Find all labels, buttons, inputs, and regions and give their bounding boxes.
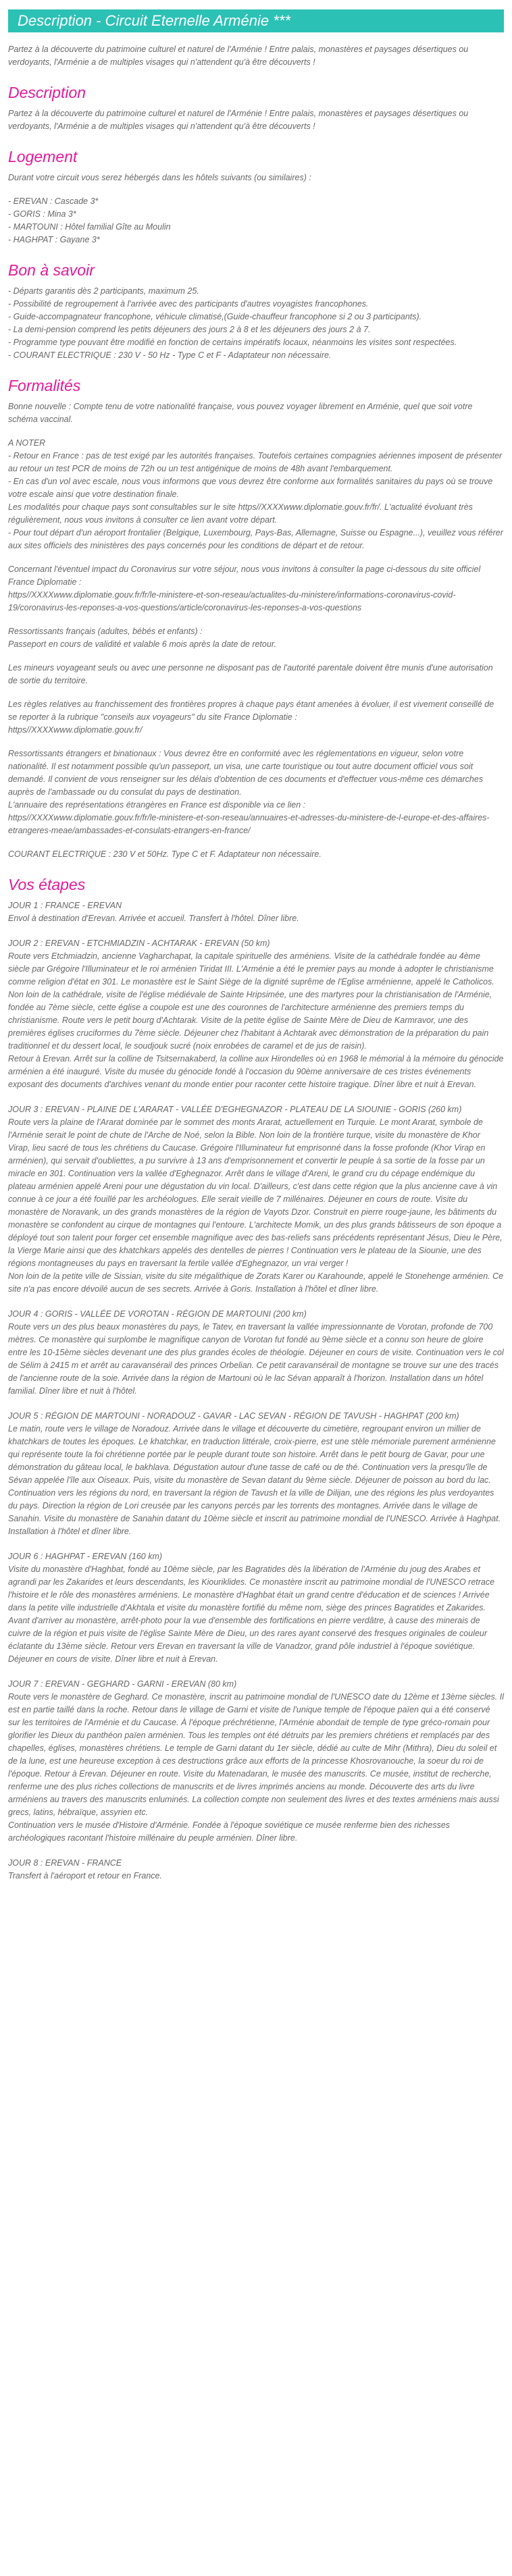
intro-text: Partez à la découverte du patrimoine culturel et naturel de l'Arménie ! Entre palais, monastères et paysages désertiques ou verdoyants, l'Arménie a de multiples visages qui n'attendent qu'à être découverts ! [8, 45, 469, 67]
formalites-paragraph: A NOTER - Retour en France : pas de test exigé par les autorités françaises. Toutefois certaines compagnies aériennes imposent de présenter au retour un test PCR de moins de 72h ou un test antigénique de moins de 48h avant l'embarquement. - En cas d'un vol avec escale, nous vous informons que vous devrez être conforme aux formalités sanitaires du pays où se trouve votre escale ainsi que votre destination finale. Les modalités pour chaque pays sont consultables sur le site https//XXXXwww.diplomatie.gouv.fr/fr/. L'actualité évoluant très régulièrement, nous vous invitons à consulter ce lien avant votre départ. - Pour tout départ d'un aéroport frontalier (Belgique, Luxembourg, Pays-Bas, Allemagne, Suisse ou Espagne...), veuillez vous référer aux sites officiels des ministères des pays concernés pour les conditions de départ et de retour. [8, 438, 503, 550]
formalites-paragraph: Ressortissants étrangers et binationaux : Vous devrez être en conformité avec les réglementations en vigueur, selon votre nationalité. Il est notamment possible qu'un passeport, un visa, une carte touristique ou tout autre document officiel vous soit demandé. Il convient de vous renseigner sur les délais d'obtention de ces documents et d'effectuer vous-même ces démarches auprès de l'ambassade ou du consulat du pays de destination. L'annuaire des représentations étrangères en France est disponible via ce lien : https//XXXXwww.diplomatie.gouv.fr/fr/le-ministere-et-son-reseau/annuaires-et-adresses-du-ministere-de-l-europe-et-des-affaires-etrangeres-meae/ambassades-et-consulats-etrangers-en-france/ [8, 749, 490, 835]
bon-a-savoir-text: - Départs garantis dès 2 participants, maximum 25. - Possibilité de regroupement à l'arrivée avec des participants d'autres voyagistes francophones. - Guide-accompagnateur francophone, véhicule climatisé,(Guide-chauffeur francophone si 2 ou 3 participants). - La demi-pension comprend les petits déjeuners des jours 2 à 8 et les déjeuners des jours 2 à 7. - Programme type pouvant être modifié en fonction de certains impératifs locaux, néanmoins les visites sont respectées. - COURANT ELECTRIQUE : 230 V - 50 Hz - Type C et F - Adaptateur non nécessaire. [8, 286, 457, 360]
logement-text: Durant votre circuit vous serez hébergés dans les hôtels suivants (ou similaires) : [8, 173, 311, 182]
day-title: JOUR 8 : EREVAN - FRANCE [8, 1858, 122, 1868]
formalites-paragraph: Bonne nouvelle : Compte tenu de votre nationalité française, vous pouvez voyager librement en Arménie, quel que soit votre schéma vaccinal. [8, 402, 473, 424]
description-text: Partez à la découverte du patrimoine culturel et naturel de l'Arménie ! Entre palais, monastères et paysages désertiques ou verdoyants, l'Arménie a de multiples visages qui n'attendent qu'à être découverts ! [8, 109, 469, 131]
formalites-paragraph: Les règles relatives au franchissement des frontières propres à chaque pays étant amenées à évoluer, il est vivement conseillé de se reporter à la rubrique "conseils aux voyageurs" du site France Diplomatie : https//XXXXwww.diplomatie.gouv.fr/ [8, 700, 494, 735]
day-description: Visite du monastère d'Haghbat, fondé au 10ème siècle, par les Bagratides dès la libération de l'Arménie du joug des Arabes et agrandi par les Zakarides et leurs descendants, les Kiouriklides. Ce monastère inscrit au patrimoine mondial de l'UNESCO retrace l'histoire et le rôle des monastères arméniens. Le monastère d'Haghbat était un grand centre d'éducation et de sciences ! Arrivée dans la petite ville industrielle d'Akhtala et visite du monastère fortifié du même nom, siège des princes Bagratides et Zakarides. Avant d'arriver au monastère, arrêt-photo pour la vue d'ensemble des fortifications en pierre verdâtre, à cause des minerais de cuivre de la région et puis visite de l'église Sainte Mère de Dieu, un des rares ayant conservé des fresques originales de couleur éclatante du 13ème siècle. Retour vers Erevan en traversant la ville de Vanadzor, grand pôle industriel à l'époque soviétique. Déjeuner en cours de visite. Dîner libre et nuit à Erevan. [8, 1565, 495, 1664]
page-title-banner: Description - Circuit Eternelle Arménie *** [8, 9, 504, 32]
formalites-paragraph: Concernant l'éventuel impact du Coronavirus sur votre séjour, nous vous invitons à consulter la page ci-dessous du site officiel France Diplomatie : https//XXXXwww.diplomatie.gouv.fr/fr/le-ministere-et-son-reseau/actualites-du-ministere/informations-coronavirus-covid-19/coronavirus-les-reponses-a-vos-questions/article/coronavirus-les-reponses-a-vos-questions [8, 564, 481, 612]
formalites-paragraph: Les mineurs voyageant seuls ou avec une personne ne disposant pas de l'autorité parentale doivent être munis d'une autorisation de sortie du territoire. [8, 663, 493, 685]
section-title-formalites: Formalités [8, 377, 81, 394]
logement-hotel-list: - EREVAN : Cascade 3* - GORIS : Mina 3* - MARTOUNI : Hôtel familial Gîte au Moulin - HAGHPAT : Gayane 3* [8, 196, 171, 244]
day-title: JOUR 5 : RÉGION DE MARTOUNI - NORADOUZ - GAVAR - LAC SEVAN - RÉGION DE TAVUSH - HAGHPAT (200 km) [8, 1411, 459, 1421]
formalites-paragraph: COURANT ELECTRIQUE : 230 V et 50Hz. Type C et F. Adaptateur non nécessaire. [8, 849, 322, 859]
day-description: Le matin, route vers le village de Noradouz. Arrivée dans le village et découverte du cimetière, regroupant environ un millier de khatchkars de toutes les époques. Le khatchkar, en traduction littérale, croix-pierre, est une stèle mémoriale purement arménienne qui représente toute la foi chrétienne portée par le peuple durant toute son histoire. Arrêt dans le petit bourg de Gavar, pour une démonstration du gâteau local, le bakhlava. Dégustation autour d'une tasse de café ou de thé. Continuation vers la presqu'île de Sévan appelée l'île aux Oiseaux. Puis, visite du monastère de Sevan datant du 9ème siècle. Déjeuner de poisson au bord du lac. Continuation vers les régions du nord, en traversant la région de Tavush et la ville de Dilijan, une des régions les plus verdoyantes du pays. Direction la région de Lori creusée par les canyons percés par les torrents des montagnes. Arrivée dans le village de Sanahin. Visite du monastère de Sanahin datant du 10ème siècle et inscrit au patrimoine mondial de l'UNESCO. Arrivée à Haghpat. Installation à l'hôtel et dîner libre. [8, 1424, 501, 1536]
day-title: JOUR 3 : EREVAN - PLAINE DE L'ARARAT - VALLÉE D'EGHEGNAZOR - PLATEAU DE LA SIOUNIE - GORIS (260 km) [8, 1105, 462, 1114]
day-title: JOUR 7 : EREVAN - GEGHARD - GARNI - EREVAN (80 km) [8, 1679, 237, 1689]
day-description: Route vers un des plus beaux monastères du pays, le Tatev, en traversant la vallée impressionnante de Vorotan, profonde de 700 mètres. Ce monastère qui surplombe le magnifique canyon de Vorotan fut fondé au 9ème siècle et a connu son heure de gloire entre les 10-15ème siècles devenant une des plus grandes écoles de théologie. Déjeuner en cours de visite. Continuation vers le col de Sélim à 2415 m et arrêt au caravansérail des princes Orbelian. Ce petit caravansérail de montagne se trouve sur une des tracés de l'ancienne route de la soie. Arrivée dans la région de Martouni où le lac Sévan apparaît à l'horizon. Installation dans un hôtel familial. Dîner libre et nuit à l'hôtel. [8, 1322, 504, 1396]
formalites-paragraph: Ressortissants français (adultes, bébés et enfants) : Passeport en cours de validité et valable 6 mois après la date de retour. [8, 627, 276, 649]
day-description: Route vers Etchmiadzin, ancienne Vagharchapat, la capitale spirituelle des arméniens. Visite de la cathédrale fondée au 4ème siècle par Grégoire l'Illuminateur et le roi arménien Tiridat III. L'Arménie a été le premier pays au monde à adopter le christianisme comme religion d'état en 301. Le monastère est le Saint Siège de la dignité suprême de l'Eglise arménienne, appelé le Catholicos. Non loin de la cathédrale, visite de l'église médiévale de Sainte Hripsimée, une des martyres pour la christianisation de l'Arménie, fondée au 7ème siècle, cette église a coupole est une des couronnes de l'architecture arménienne des premiers temps du christianisme. Route vers le petit bourg d'Achtarak. Visite de la petite église de Sainte Mère de Dieu de Karmravor, une des premières églises cruciformes du 7ème siècle. Déjeuner chez l'habitant à Achtarak avec démonstration de la préparation du pain traditionnel et du dessert local, le soudjouk sucré (noix enrobées de caramel et de jus de raisin). Retour à Erevan. Arrêt sur la colline de Tsitsernakaberd, la colline aux Hirondelles où en 1968 le mémorial à la mémoire du génocide arménien a été inauguré. Visite du musée du génocide fondé à l'occasion du 90ème anniversaire de ces tristes événements exposant des documents d'archives venant du monde entier pour raconter cette histoire tragique. Dîner libre et nuit à Erevan. [8, 951, 504, 1089]
day-title: JOUR 4 : GORIS - VALLÉE DE VOROTAN - RÉGION DE MARTOUNI (200 km) [8, 1309, 307, 1319]
day-title: JOUR 6 : HAGHPAT - EREVAN (160 km) [8, 1552, 163, 1561]
day-description: Route vers le monastère de Geghard. Ce monastère, inscrit au patrimoine mondial de l'UNESCO date du 12ème et 13ème siècles. Il est en partie taillé dans la roche. Retour dans le village de Garni et visite de l'unique temple de l'époque païen qui a été conservé sur les territoires de l'Arménie et du Caucase. À l'époque préchrétienne, l'Arménie abondait de temple de type gréco-romain pour glorifier les Dieux du panthéon païen arménien. Tous les temples ont été détruits par les premiers chrétiens et remplacés par des chapelles, églises, monastères chrétiens. Le temple de Garni datant du 1er siècle, dédié au culte de Mihr (Mithra), Dieu du soleil et de la lune, est une heureuse exception à ces destructions grâce aux efforts de la princesse Khosrovanouche, la soeur du roi de l'époque. Retour à Erevan. Déjeuner en route. Visite du Matenadaran, le musée des manuscrits. Ce musée, institut de recherche, renferme une des plus riches collections de manuscrits et de livres imprimés anciens au monde. Découverte des arts du livre arméniens au travers des manuscrits enluminés. La collection compte non seulement des livres et des textes arméniens mais aussi grecs, latins, hébraïque, assyrien etc. Continuation vers le musée d'Histoire d'Arménie. Fondée à l'époque soviétique ce musée renferme bien des richesses archéologiques racontant l'histoire millénaire du peuple arménien. Dîner libre. [8, 1692, 505, 1843]
page [0, 9, 512, 1908]
section-title-description: Description [8, 84, 86, 101]
section-title-logement: Logement [8, 148, 78, 165]
day-description: Transfert à l'aéroport et retour en France. [8, 1871, 162, 1881]
section-title-bon-a-savoir: Bon à savoir [8, 261, 95, 279]
day-title: JOUR 2 : EREVAN - ETCHMIADZIN - ACHTARAK - EREVAN (50 km) [8, 939, 270, 948]
day-description: Route vers la plaine de l'Ararat dominée par le sommet des monts Ararat, actuellement en Turquie. Le mont Ararat, symbole de l'Arménie serait le point de chute de l'Arche de Noé, selon la Bible. Non loin de la frontière turque, visite du monastère de Khor Virap, lieu sacré de tous les chrétiens du Caucase. Grégoire l'Illuminateur fut emprisonné dans la fosse profonde (Khor Virap en arménien), qui servait d'oubliettes, a pu survivre à 13 ans d'emprisonnement et convertir le peuple à sa sortie de la fosse par un miracle en 301. Continuation vers la vallée d'Eghegnazor. Arrêt dans le village d'Areni, le grand cru du cépage endémique du plateau arménien appelé Areni pour une dégustation du vin local. D'ailleurs, c'est dans cette région que la plus ancienne cave à vin connue à ce jour a été fouillé par les archéologues. Elle serait vieille de 7 millénaires. Déjeuner en cours de route. Visite du monastère de Noravank, un des grands monastères de la région de Vayots Dzor. Construit en pierre rouge-jaune, les bâtiments du monastère se confondent au cirque de montagnes qui l'entoure. L'architecte Momik, un des plus grands bâtisseurs de son époque a déployé tout son talent pour forger cet ensemble magnifique avec des bas-reliefs sans précédents représentant Jésus, Dieu le Père, la Vierge Marie ainsi que des khatchkars appelés des dentelles de pierres ! Continuation vers le plateau de la Siounie, une des régions montagneuses du pays en traversant la fertile vallée d'Eghegnazor, un vrai verger ! Non loin de la petite ville de Sissian, visite du site mégalithique de Zorats Karer ou Karahounde, appelé le Stonehenge arménien. Ce site n'a pas encore dévoilé aucun de ses secrets. Arrivée à Goris. Installation à l'hôtel et dîner libre. [8, 1118, 504, 1294]
day-title: JOUR 1 : FRANCE - EREVAN [8, 901, 122, 910]
day-description: Envol à destination d'Erevan. Arrivée et accueil. Transfert à l'hôtel. Dîner libre. [8, 914, 299, 923]
section-title-vos-etapes: Vos étapes [8, 876, 86, 893]
